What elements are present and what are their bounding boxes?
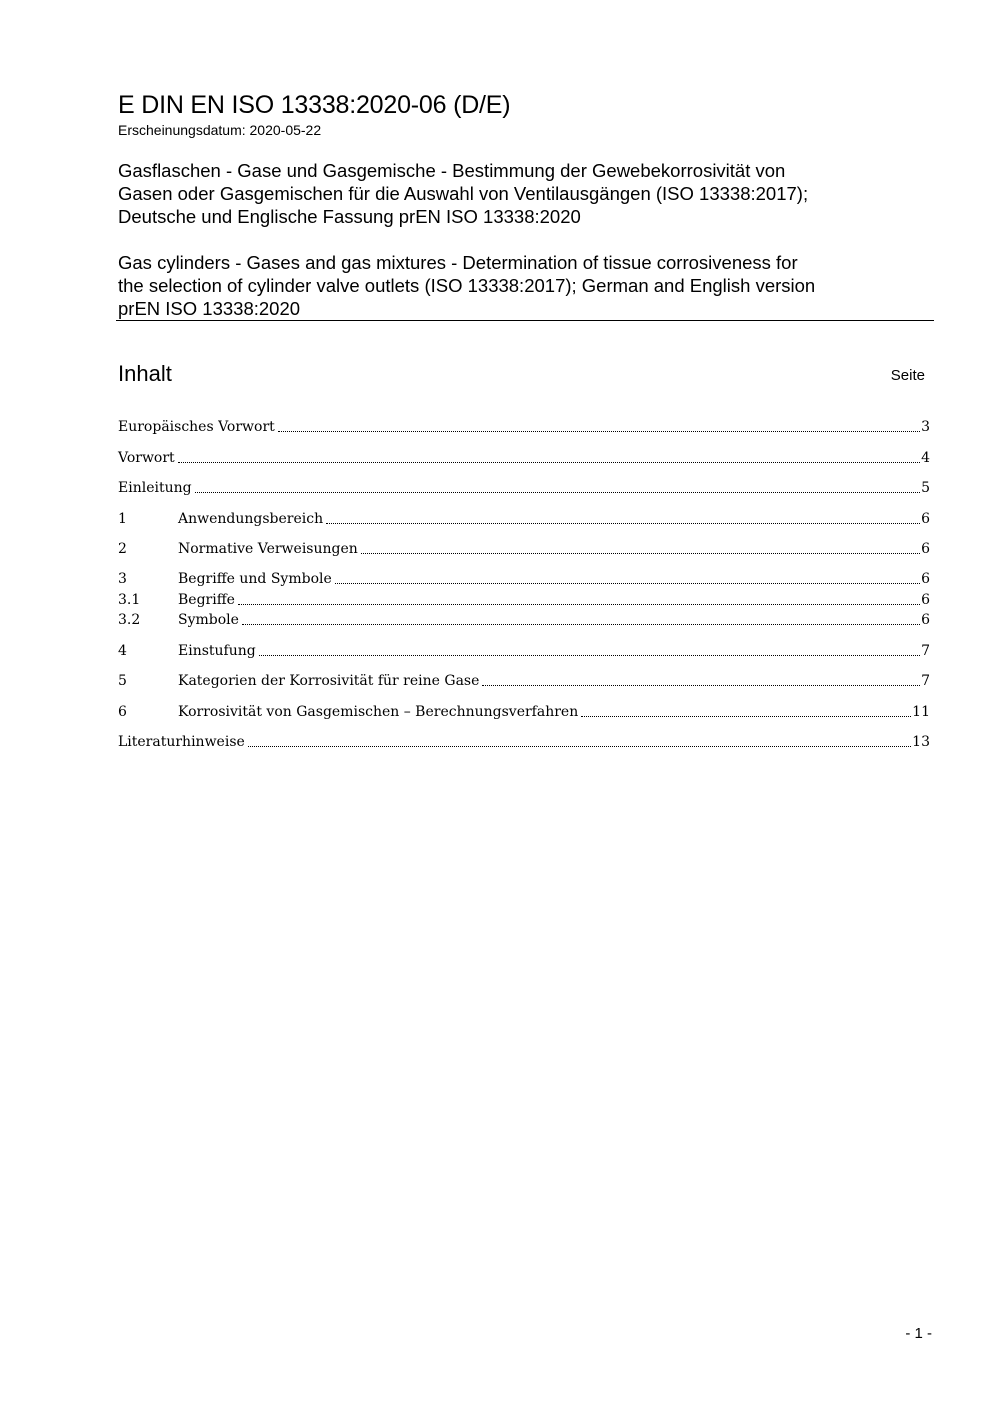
toc-entry-kategorien-korrosivitaet[interactable]	[118, 671, 930, 691]
toc-entry-title: Kategorien der Korrosivität für reine Gase	[178, 673, 480, 689]
toc-entry-page: 3	[921, 419, 930, 435]
toc-heading: Inhalt	[118, 361, 172, 386]
toc-entry-page: 4	[921, 450, 930, 466]
toc-entry-title: Begriffe	[178, 592, 235, 608]
title-english	[118, 251, 938, 320]
toc-entry-vorwort[interactable]	[118, 448, 930, 468]
toc-entry-number: 4	[118, 643, 127, 659]
toc-dot-leader	[326, 523, 920, 524]
toc-entry-number: 3.1	[118, 592, 141, 608]
title-english-line: Gas cylinders - Gases and gas mixtures - Determination of tissue corrosiveness for	[118, 252, 798, 273]
toc-entry-title: Symbole	[178, 612, 239, 628]
toc-dot-leader	[335, 583, 920, 584]
toc-dot-leader	[242, 624, 920, 625]
toc-entry-number: 3	[118, 571, 127, 587]
toc-dot-leader	[581, 716, 911, 717]
toc-entry-page: 7	[921, 643, 930, 659]
toc-entry-title: Korrosivität von Gasgemischen – Berechnungsverfahren	[178, 704, 579, 720]
toc-entry-number: 5	[118, 673, 127, 689]
toc-dot-leader	[278, 431, 920, 432]
toc-dot-leader	[178, 462, 920, 463]
toc-entry-title: Einleitung	[118, 480, 192, 496]
toc-entry-anwendungsbereich[interactable]	[118, 509, 930, 529]
title-german-line: Gasflaschen - Gase und Gasgemische - Bestimmung der Gewebekorrosivität von	[118, 160, 786, 181]
toc-entry-title: Literaturhinweise	[118, 734, 245, 750]
toc-entry-korrosivitaet-gasgemische[interactable]	[118, 702, 930, 722]
toc-entry-einleitung[interactable]	[118, 478, 930, 498]
toc-entry-title: Vorwort	[118, 450, 175, 466]
toc-entry-symbole[interactable]	[118, 610, 930, 630]
toc-entry-literaturhinweise[interactable]	[118, 732, 930, 752]
toc-entry-number: 3.2	[118, 612, 141, 628]
title-english-line: the selection of cylinder valve outlets (ISO 13338:2017); German and English version	[118, 275, 816, 296]
toc-entry-begriffe-und-symbole[interactable]	[118, 569, 930, 589]
toc-entry-page: 13	[912, 734, 930, 750]
title-german	[118, 159, 938, 228]
toc-entry-page: 11	[912, 704, 930, 720]
toc-entry-page: 7	[921, 673, 930, 689]
toc-dot-leader	[248, 746, 911, 747]
toc-entry-title: Einstufung	[178, 643, 256, 659]
toc-entry-title: Anwendungsbereich	[178, 511, 324, 527]
toc-entry-page: 6	[921, 541, 930, 557]
toc-entry-number: 2	[118, 541, 127, 557]
toc-page-column-label: Seite	[890, 367, 925, 384]
publication-date: Erscheinungsdatum: 2020-05-22	[118, 122, 322, 138]
title-german-line: Gasen oder Gasgemischen für die Auswahl von Ventilausgängen (ISO 13338:2017);	[118, 183, 809, 204]
toc-entry-title: Europäisches Vorwort	[118, 419, 275, 435]
title-english-line: prEN ISO 13338:2020	[118, 298, 301, 319]
toc-dot-leader	[482, 685, 920, 686]
toc-dot-leader	[195, 492, 921, 493]
toc-dot-leader	[238, 604, 920, 605]
toc-entry-page: 6	[921, 592, 930, 608]
toc-entry-page: 5	[921, 480, 930, 496]
toc-entry-normative-verweisungen[interactable]	[118, 539, 930, 559]
toc-entry-europaeisches-vorwort[interactable]	[118, 417, 930, 437]
toc-entry-einstufung[interactable]	[118, 641, 930, 661]
header-divider	[116, 320, 934, 321]
toc-entry-title: Normative Verweisungen	[178, 541, 358, 557]
page-number: - 1 -	[905, 1325, 932, 1342]
title-german-line: Deutsche und Englische Fassung prEN ISO 13338:2020	[118, 206, 581, 227]
toc-entry-title: Begriffe und Symbole	[178, 571, 332, 587]
document-id: E DIN EN ISO 13338:2020-06 (D/E)	[118, 91, 511, 119]
toc-entry-begriffe[interactable]	[118, 590, 930, 610]
toc-dot-leader	[259, 655, 920, 656]
toc-dot-leader	[361, 553, 920, 554]
toc-entry-number: 1	[118, 511, 127, 527]
toc-entry-number: 6	[118, 704, 127, 720]
toc-entry-page: 6	[921, 511, 930, 527]
toc-entry-page: 6	[921, 612, 930, 628]
toc-entry-page: 6	[921, 571, 930, 587]
